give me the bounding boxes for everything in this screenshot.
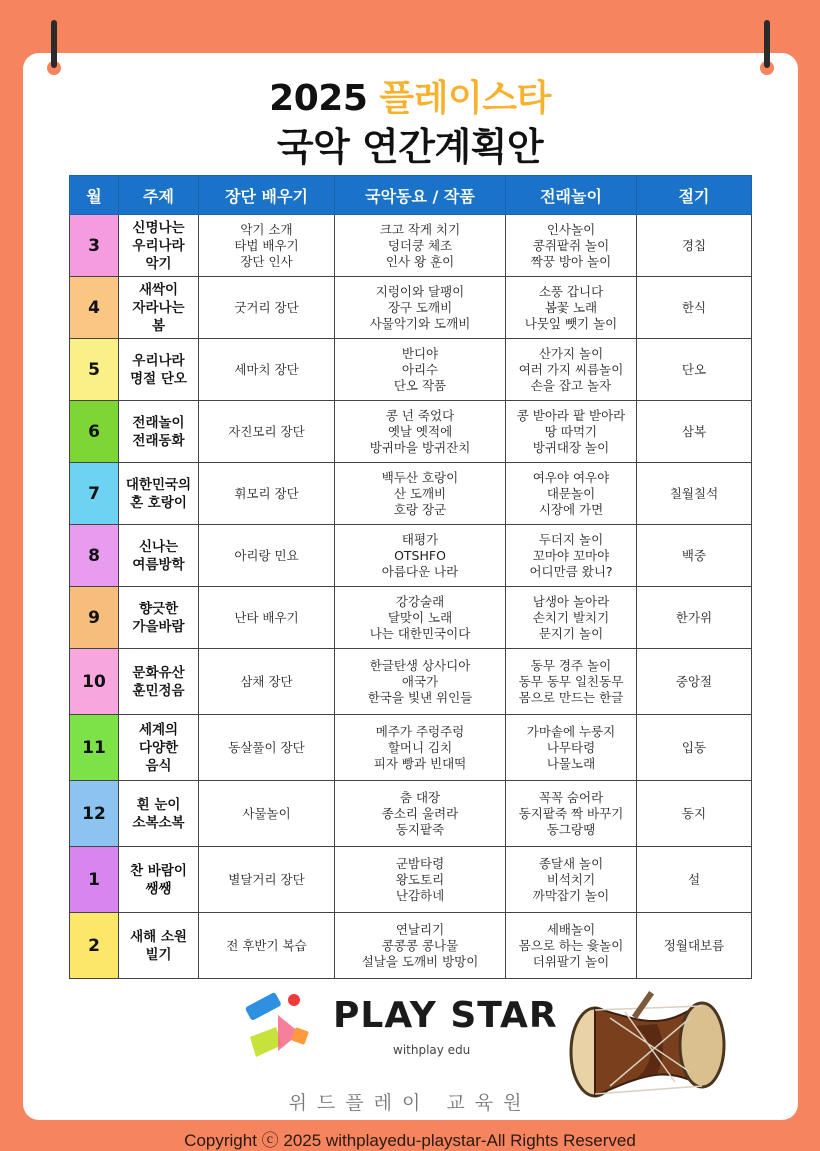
theme-line: 문화유산: [132, 664, 185, 681]
game-line: 봄꽃 노래: [544, 299, 598, 315]
games-cell: [506, 463, 637, 525]
table-row: [70, 463, 752, 525]
game-line: 대문놀이: [546, 485, 596, 501]
game-line: 나뭇잎 뺏기 놀이: [524, 315, 618, 331]
songs-cell: [335, 649, 506, 715]
song-line: 한글탄생 상사디아: [369, 657, 471, 673]
songs-cell: [335, 277, 506, 339]
songs-cell: [335, 525, 506, 587]
theme-line: 다양한: [138, 739, 179, 756]
rhythm-line: 세마치 장단: [234, 361, 299, 377]
table-row: [70, 525, 752, 587]
song-line: 단오 작품: [393, 377, 447, 393]
theme-line: 전래동화: [132, 432, 185, 449]
rhythm-cell: [199, 525, 335, 587]
month-cell: 10: [70, 649, 119, 715]
theme-line: 신나는: [138, 538, 179, 555]
page-subtitle: 국악 연간계획안: [276, 125, 544, 169]
theme-line: 쌩쌩: [145, 880, 172, 897]
table-row: [70, 847, 752, 913]
season-cell: 한가위: [637, 587, 752, 649]
theme-line: 전래놀이: [132, 414, 185, 431]
game-line: 꼭꼭 숨어라: [538, 789, 604, 805]
playstar-logo: [238, 985, 568, 1070]
song-line: 덩더쿵 체조: [387, 237, 453, 253]
theme-line: 새해 소원: [130, 928, 187, 945]
rhythm-line: 별달거리 장단: [228, 871, 305, 887]
rhythm-cell: [199, 715, 335, 781]
theme-line: 신명나는: [132, 219, 185, 236]
brand-tagline: withplay edu: [393, 1043, 471, 1057]
songs-cell: [335, 587, 506, 649]
theme-cell: [119, 847, 199, 913]
games-cell: [506, 847, 637, 913]
season-cell: 삼복: [637, 401, 752, 463]
theme-cell: [119, 401, 199, 463]
rhythm-line: 동살풀이 장단: [228, 739, 305, 755]
games-cell: [506, 649, 637, 715]
academy-name: 위드플레이 교육원: [288, 1092, 532, 1114]
song-line: 태평가: [401, 531, 439, 547]
songs-cell: [335, 781, 506, 847]
theme-line: 소복소복: [132, 814, 185, 831]
game-line: 손을 잡고 놀자: [530, 377, 612, 393]
game-line: 방귀대장 놀이: [532, 439, 610, 455]
table-row: [70, 339, 752, 401]
rhythm-line: 자진모리 장단: [228, 423, 305, 439]
table-row: [70, 401, 752, 463]
games-cell: [506, 587, 637, 649]
song-line: 연날리기: [395, 921, 445, 937]
song-line: 군밤타령: [395, 855, 445, 871]
game-line: 여우야 여우야: [532, 469, 610, 485]
theme-cell: [119, 781, 199, 847]
theme-line: 봄: [151, 317, 166, 334]
table-row: [70, 913, 752, 979]
game-line: 나무타령: [546, 739, 596, 755]
songs-cell: [335, 913, 506, 979]
table-row: [70, 215, 752, 277]
theme-line: 찬 바람이: [130, 862, 187, 879]
theme-cell: [119, 525, 199, 587]
season-cell: 설: [637, 847, 752, 913]
rhythm-cell: [199, 847, 335, 913]
game-line: 콩 받아라 팥 받아라: [516, 407, 626, 423]
column-header-month: 월: [70, 176, 119, 215]
month-cell: 6: [70, 401, 119, 463]
game-line: 더위팔기 놀이: [532, 953, 610, 969]
game-line: 동그랑땡: [546, 821, 596, 837]
rhythm-cell: [199, 463, 335, 525]
playstar-logo-icon: [238, 985, 333, 1070]
rhythm-line: 타법 배우기: [234, 237, 299, 253]
column-header-season: 절기: [637, 176, 752, 215]
month-cell: 7: [70, 463, 119, 525]
game-line: 몸으로 만드는 한글: [518, 689, 624, 705]
theme-line: 명절 단오: [130, 370, 187, 387]
rhythm-cell: [199, 277, 335, 339]
month-cell: 2: [70, 913, 119, 979]
rhythm-cell: [199, 587, 335, 649]
rhythm-cell: [199, 649, 335, 715]
game-line: 세배놀이: [546, 921, 596, 937]
games-cell: [506, 339, 637, 401]
theme-line: 음식: [145, 757, 172, 774]
title-year: 2025: [269, 78, 368, 119]
song-line: OTSHFO: [394, 547, 446, 563]
songs-cell: [335, 463, 506, 525]
theme-line: 우리나라: [132, 352, 185, 369]
month-cell: 4: [70, 277, 119, 339]
songs-cell: [335, 339, 506, 401]
theme-cell: [119, 649, 199, 715]
game-line: 꼬마야 꼬마야: [532, 547, 610, 563]
theme-cell: [119, 339, 199, 401]
songs-cell: [335, 847, 506, 913]
rhythm-cell: [199, 401, 335, 463]
song-line: 방귀마을 방귀잔치: [369, 439, 471, 455]
song-line: 크고 작게 치기: [379, 221, 461, 237]
rhythm-cell: [199, 913, 335, 979]
table-row: [70, 781, 752, 847]
annual-plan-table: [69, 175, 752, 979]
game-line: 몸으로 하는 윷놀이: [518, 937, 624, 953]
song-line: 사물악기와 도깨비: [369, 315, 471, 331]
theme-line: 향긋한: [138, 600, 179, 617]
season-cell: 경칩: [637, 215, 752, 277]
table-row: [70, 649, 752, 715]
table-body: [70, 215, 752, 979]
song-line: 옛날 옛적에: [387, 423, 453, 439]
theme-line: 여름방학: [132, 556, 185, 573]
game-line: 땅 따먹기: [544, 423, 598, 439]
theme-line: 가을바람: [132, 618, 185, 635]
games-cell: [506, 215, 637, 277]
songs-cell: [335, 401, 506, 463]
song-line: 왕도토리: [395, 871, 445, 887]
table-row: [70, 587, 752, 649]
game-line: 짝꿍 방아 놀이: [530, 253, 612, 269]
copyright-text: Copyright ⓒ 2025 withplayedu-playstar-All Rights Reserved: [184, 1131, 636, 1150]
games-cell: [506, 781, 637, 847]
rhythm-cell: [199, 215, 335, 277]
rhythm-cell: [199, 339, 335, 401]
month-cell: 3: [70, 215, 119, 277]
game-line: 손치기 발치기: [532, 609, 610, 625]
season-cell: 입동: [637, 715, 752, 781]
table-row: [70, 277, 752, 339]
theme-line: 악기: [145, 255, 172, 272]
games-cell: [506, 913, 637, 979]
table-header-row: [70, 176, 752, 215]
songs-cell: [335, 715, 506, 781]
brand-wordmark: PLAY STAR: [333, 995, 558, 1036]
table-row: [70, 715, 752, 781]
song-line: 난감하네: [395, 887, 445, 903]
game-line: 동지팥죽 짝 바꾸기: [518, 805, 624, 821]
song-line: 호랑 장군: [393, 501, 447, 517]
game-line: 산가지 놀이: [538, 345, 604, 361]
games-cell: [506, 715, 637, 781]
theme-cell: [119, 913, 199, 979]
theme-cell: [119, 215, 199, 277]
rhythm-line: 장단 인사: [240, 253, 293, 269]
title-brand: 플레이스타: [379, 78, 551, 119]
month-cell: 9: [70, 587, 119, 649]
game-line: 비석치기: [546, 871, 596, 887]
song-line: 동지팥죽: [395, 821, 445, 837]
column-header-games: 전래놀이: [506, 176, 637, 215]
song-line: 할머니 김치: [387, 739, 453, 755]
song-line: 지렁이와 달팽이: [375, 283, 465, 299]
game-line: 까막잡기 놀이: [532, 887, 610, 903]
song-line: 아리수: [401, 361, 439, 377]
theme-line: 혼 호랑이: [130, 494, 187, 511]
column-header-rhythm: 장단 배우기: [199, 176, 335, 215]
song-line: 반디야: [401, 345, 439, 361]
month-cell: 11: [70, 715, 119, 781]
games-cell: [506, 525, 637, 587]
season-cell: 한식: [637, 277, 752, 339]
rhythm-line: 악기 소개: [240, 221, 293, 237]
rhythm-cell: [199, 781, 335, 847]
song-line: 설날을 도깨비 방망이: [361, 953, 479, 969]
column-header-theme: 주제: [119, 176, 199, 215]
theme-line: 대한민국의: [125, 476, 192, 493]
games-cell: [506, 401, 637, 463]
game-line: 어디만큼 왔니?: [529, 563, 613, 579]
game-line: 종달새 놀이: [538, 855, 604, 871]
month-cell: 1: [70, 847, 119, 913]
season-cell: 칠월칠석: [637, 463, 752, 525]
game-line: 시장에 가면: [538, 501, 604, 517]
month-cell: 12: [70, 781, 119, 847]
song-line: 피자 빵과 빈대떡: [373, 755, 467, 771]
season-cell: 단오: [637, 339, 752, 401]
song-line: 장구 도깨비: [387, 299, 453, 315]
game-line: 동무 동무 일친동무: [518, 673, 624, 689]
season-cell: 동지: [637, 781, 752, 847]
column-header-songs: 국악동요 / 작품: [335, 176, 506, 215]
season-cell: 중앙절: [637, 649, 752, 715]
theme-line: 흰 눈이: [136, 796, 181, 813]
song-line: 나는 대한민국이다: [369, 625, 471, 641]
season-cell: 백중: [637, 525, 752, 587]
theme-line: 세계의: [138, 721, 179, 738]
song-line: 백두산 호랑이: [381, 469, 459, 485]
pin-rod-left: [51, 20, 57, 68]
game-line: 콩쥐팥쥐 놀이: [532, 237, 610, 253]
rhythm-line: 난타 배우기: [234, 609, 299, 625]
games-cell: [506, 277, 637, 339]
theme-line: 새싹이: [138, 281, 179, 298]
season-cell: 정월대보름: [637, 913, 752, 979]
game-line: 인사놀이: [546, 221, 596, 237]
theme-line: 훈민정음: [132, 682, 185, 699]
game-line: 남생아 놀아라: [532, 593, 610, 609]
song-line: 춤 대장: [399, 789, 441, 805]
theme-cell: [119, 715, 199, 781]
pin-rod-right: [764, 20, 770, 68]
song-line: 아름다운 나라: [381, 563, 459, 579]
song-line: 인사 왕 훈이: [385, 253, 455, 269]
theme-line: 우리나라: [132, 237, 185, 254]
rhythm-line: 전 후반기 복습: [226, 937, 307, 953]
game-line: 두더지 놀이: [538, 531, 604, 547]
month-cell: 8: [70, 525, 119, 587]
theme-line: 빌기: [145, 946, 172, 963]
game-line: 여러 가지 씨름놀이: [518, 361, 624, 377]
theme-line: 자라나는: [132, 299, 185, 316]
rhythm-line: 삼채 장단: [240, 673, 293, 689]
theme-cell: [119, 277, 199, 339]
song-line: 콩 넌 죽었다: [385, 407, 455, 423]
song-line: 애국가: [401, 673, 439, 689]
game-line: 나물노래: [546, 755, 596, 771]
rhythm-line: 아리랑 민요: [234, 547, 299, 563]
page-title: [0, 70, 820, 121]
rhythm-line: 사물놀이: [242, 805, 291, 821]
month-cell: 5: [70, 339, 119, 401]
game-line: 문지기 놀이: [538, 625, 604, 641]
janggu-drum-icon: [565, 982, 730, 1102]
song-line: 산 도깨비: [393, 485, 447, 501]
songs-cell: [335, 215, 506, 277]
song-line: 한국을 빛낸 위인들: [367, 689, 473, 705]
song-line: 달맞이 노래: [387, 609, 453, 625]
game-line: 소풍 갑니다: [538, 283, 604, 299]
theme-cell: [119, 587, 199, 649]
theme-cell: [119, 463, 199, 525]
game-line: 가마솥에 누룽지: [526, 723, 616, 739]
song-line: 콩콩콩 콩나물: [381, 937, 459, 953]
rhythm-line: 휘모리 장단: [234, 485, 299, 501]
song-line: 메주가 주렁주렁: [375, 723, 465, 739]
rhythm-line: 굿거리 장단: [234, 299, 299, 315]
game-line: 동무 경주 놀이: [530, 657, 612, 673]
song-line: 강강술래: [395, 593, 445, 609]
song-line: 종소리 울려라: [381, 805, 459, 821]
